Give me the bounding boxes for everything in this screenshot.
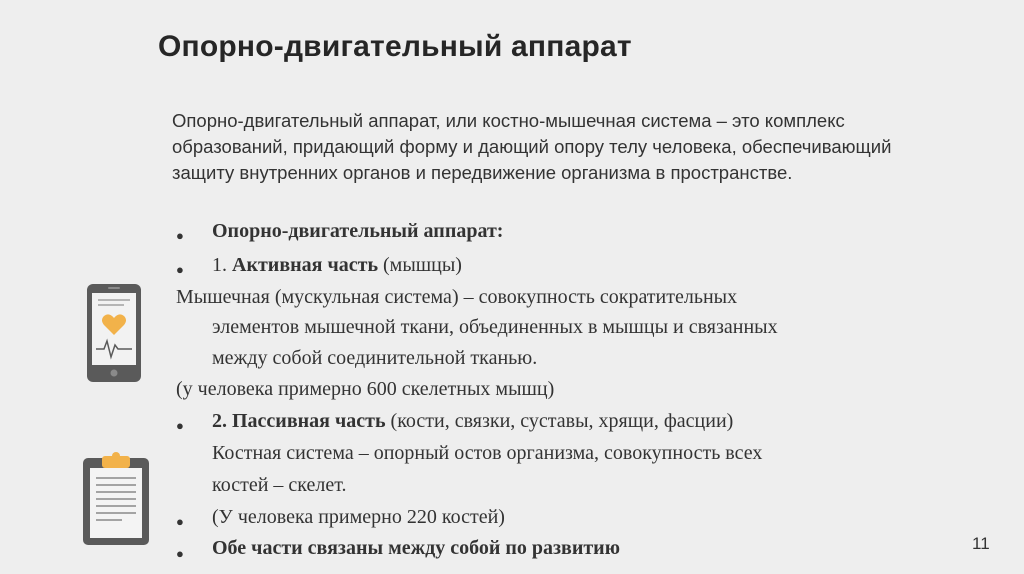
bullet-marker: ● <box>176 262 184 277</box>
list-item <box>212 410 733 433</box>
bullet-marker: ● <box>176 514 184 529</box>
muscle-description-line: Мышечная (мускульная система) – совокупность сократительных <box>176 286 738 308</box>
item-heading: Обе части связаны между собой по развитию <box>212 537 620 559</box>
item-note: (кости, связки, суставы, хрящи, фасции) <box>390 410 734 432</box>
muscle-count-note: (у человека примерно 600 скелетных мышц) <box>176 378 555 400</box>
item-heading: Опорно-двигательный аппарат: <box>212 220 504 242</box>
item-heading: Активная часть <box>232 254 379 276</box>
phone-heart-monitor-icon <box>86 283 142 383</box>
bone-description-line: Костная система – опорный остов организма, совокупность всех <box>212 442 763 464</box>
muscle-description-line: элементов мышечной ткани, объединенных в мышцы и связанных <box>212 316 778 338</box>
slide-title: Опорно-двигательный аппарат <box>158 30 632 63</box>
item-note: (мышцы) <box>383 254 462 276</box>
intro-paragraph: Опорно-двигательный аппарат, или костно-мышечная система – это комплекс образований, придающий форму и дающий опору телу человека, обеспечивающий защиту внутренних органов и передвижение организма в пространстве. <box>172 110 892 183</box>
bullet-marker: ● <box>176 546 184 561</box>
list-item <box>212 254 462 277</box>
clipboard-icon <box>82 452 150 546</box>
bullet-marker: ● <box>176 418 184 433</box>
item-number: 1. <box>212 254 227 276</box>
list-item <box>212 220 503 243</box>
bone-count-note: (У человека примерно 220 костей) <box>212 506 505 528</box>
item-heading: 2. Пассивная часть <box>212 410 386 432</box>
list-item <box>212 537 620 560</box>
page-number: 11 <box>972 534 990 553</box>
bullet-marker: ● <box>176 228 184 243</box>
bone-description-line: костей – скелет. <box>212 474 347 496</box>
muscle-description-line: между собой соединительной тканью. <box>212 347 538 369</box>
